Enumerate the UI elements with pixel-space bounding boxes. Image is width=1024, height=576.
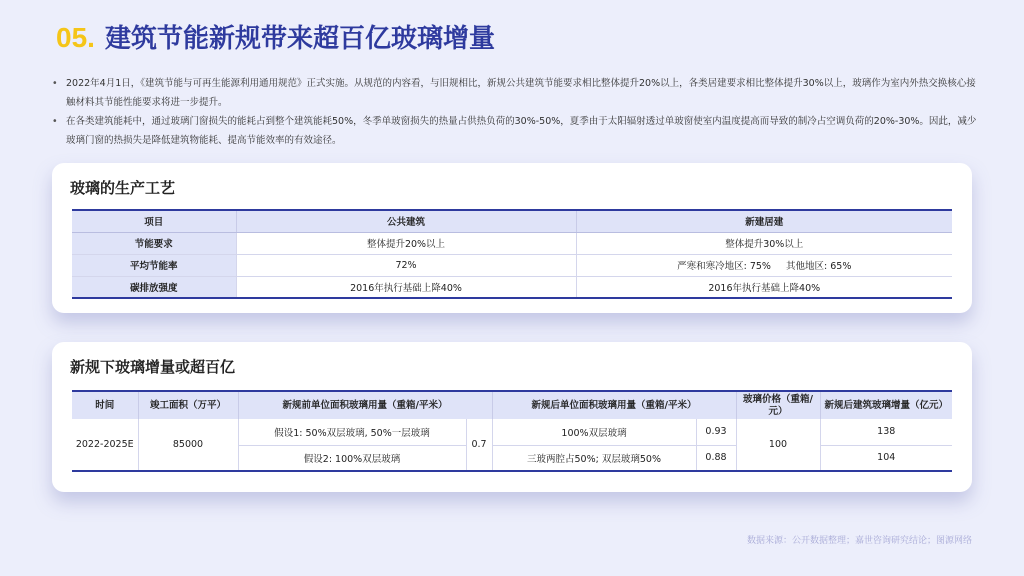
row-header: 节能要求	[72, 232, 236, 254]
card-title: 玻璃的生产工艺	[70, 179, 176, 197]
column-header: 时间	[72, 391, 138, 419]
table-row	[72, 254, 952, 276]
glass-increment-card	[52, 342, 972, 492]
bullet-list	[66, 74, 980, 150]
time-cell: 2022-2025E	[72, 419, 138, 471]
column-header: 玻璃价格（重箱/元）	[736, 391, 820, 419]
table-cell: 104	[820, 445, 952, 471]
section-number: 05.	[56, 22, 95, 53]
table-cell: 整体提升30%以上	[576, 232, 952, 254]
table-row	[72, 232, 952, 254]
table-header-row	[72, 391, 952, 419]
table-cell: 假设1: 50%双层玻璃, 50%一层玻璃	[238, 419, 466, 445]
bullet-item: • 在各类建筑能耗中，通过玻璃门窗损失的能耗占到整个建筑能耗50%，冬季单玻窗损失的热量占供热负荷的30%-50%，夏季由于太阳辐射透过单玻窗使室内温度提高而导致的制冷占空调负荷的20%-30%。因此，减少玻璃门窗的热损失是降低建筑物能耗、提高节能效率的有效途径。	[66, 112, 980, 150]
column-header: 新建居建	[576, 210, 952, 232]
energy-requirement-table	[72, 209, 952, 299]
row-header: 碳排放强度	[72, 276, 236, 298]
table-cell: 0.88	[696, 445, 736, 471]
price-cell: 100	[736, 419, 820, 471]
column-header: 新规后单位面积玻璃用量（重箱/平米）	[492, 391, 736, 419]
table-cell: 三玻两腔占50%; 双层玻璃50%	[492, 445, 696, 471]
energy-requirement-card	[52, 163, 972, 313]
page-title	[56, 18, 495, 55]
table-cell: 2016年执行基础上降40%	[236, 276, 576, 298]
table-row	[72, 276, 952, 298]
table-row	[72, 419, 952, 445]
column-header: 新规前单位面积玻璃用量（重箱/平米）	[238, 391, 492, 419]
data-source-note: 数据来源：公开数据整理；嘉世咨询研究结论；图源网络	[746, 536, 972, 546]
row-header: 平均节能率	[72, 254, 236, 276]
table-cell: 假设2: 100%双层玻璃	[238, 445, 466, 471]
table-cell: 138	[820, 419, 952, 445]
bullet-item: • 2022年4月1日，《建筑节能与可再生能源利用通用规范》正式实施。从规范的内容看，与旧规相比，新规公共建筑节能要求相比整体提升20%以上，各类居建要求相比整体提升30%以上，玻璃作为室内外热交换核心接触材料其节能性能要求将进一步提升。	[66, 74, 980, 112]
table-cell: 72%	[236, 254, 576, 276]
column-header: 项目	[72, 210, 236, 232]
table-cell: 2016年执行基础上降40%	[576, 276, 952, 298]
before-total-cell: 0.7	[466, 419, 492, 471]
column-header: 竣工面积（万平）	[138, 391, 238, 419]
card-title: 新规下玻璃增量或超百亿	[70, 358, 236, 376]
area-cell: 85000	[138, 419, 238, 471]
table-cell: 100%双层玻璃	[492, 419, 696, 445]
section-title: 建筑节能新规带来超百亿玻璃增量	[104, 24, 495, 54]
column-header: 新规后建筑玻璃增量（亿元）	[820, 391, 952, 419]
table-cell: 严寒和寒冷地区: 75% 其他地区: 65%	[576, 254, 952, 276]
table-cell: 0.93	[696, 419, 736, 445]
glass-increment-table	[72, 390, 952, 472]
table-header-row	[72, 210, 952, 232]
table-cell: 整体提升20%以上	[236, 232, 576, 254]
column-header: 公共建筑	[236, 210, 576, 232]
